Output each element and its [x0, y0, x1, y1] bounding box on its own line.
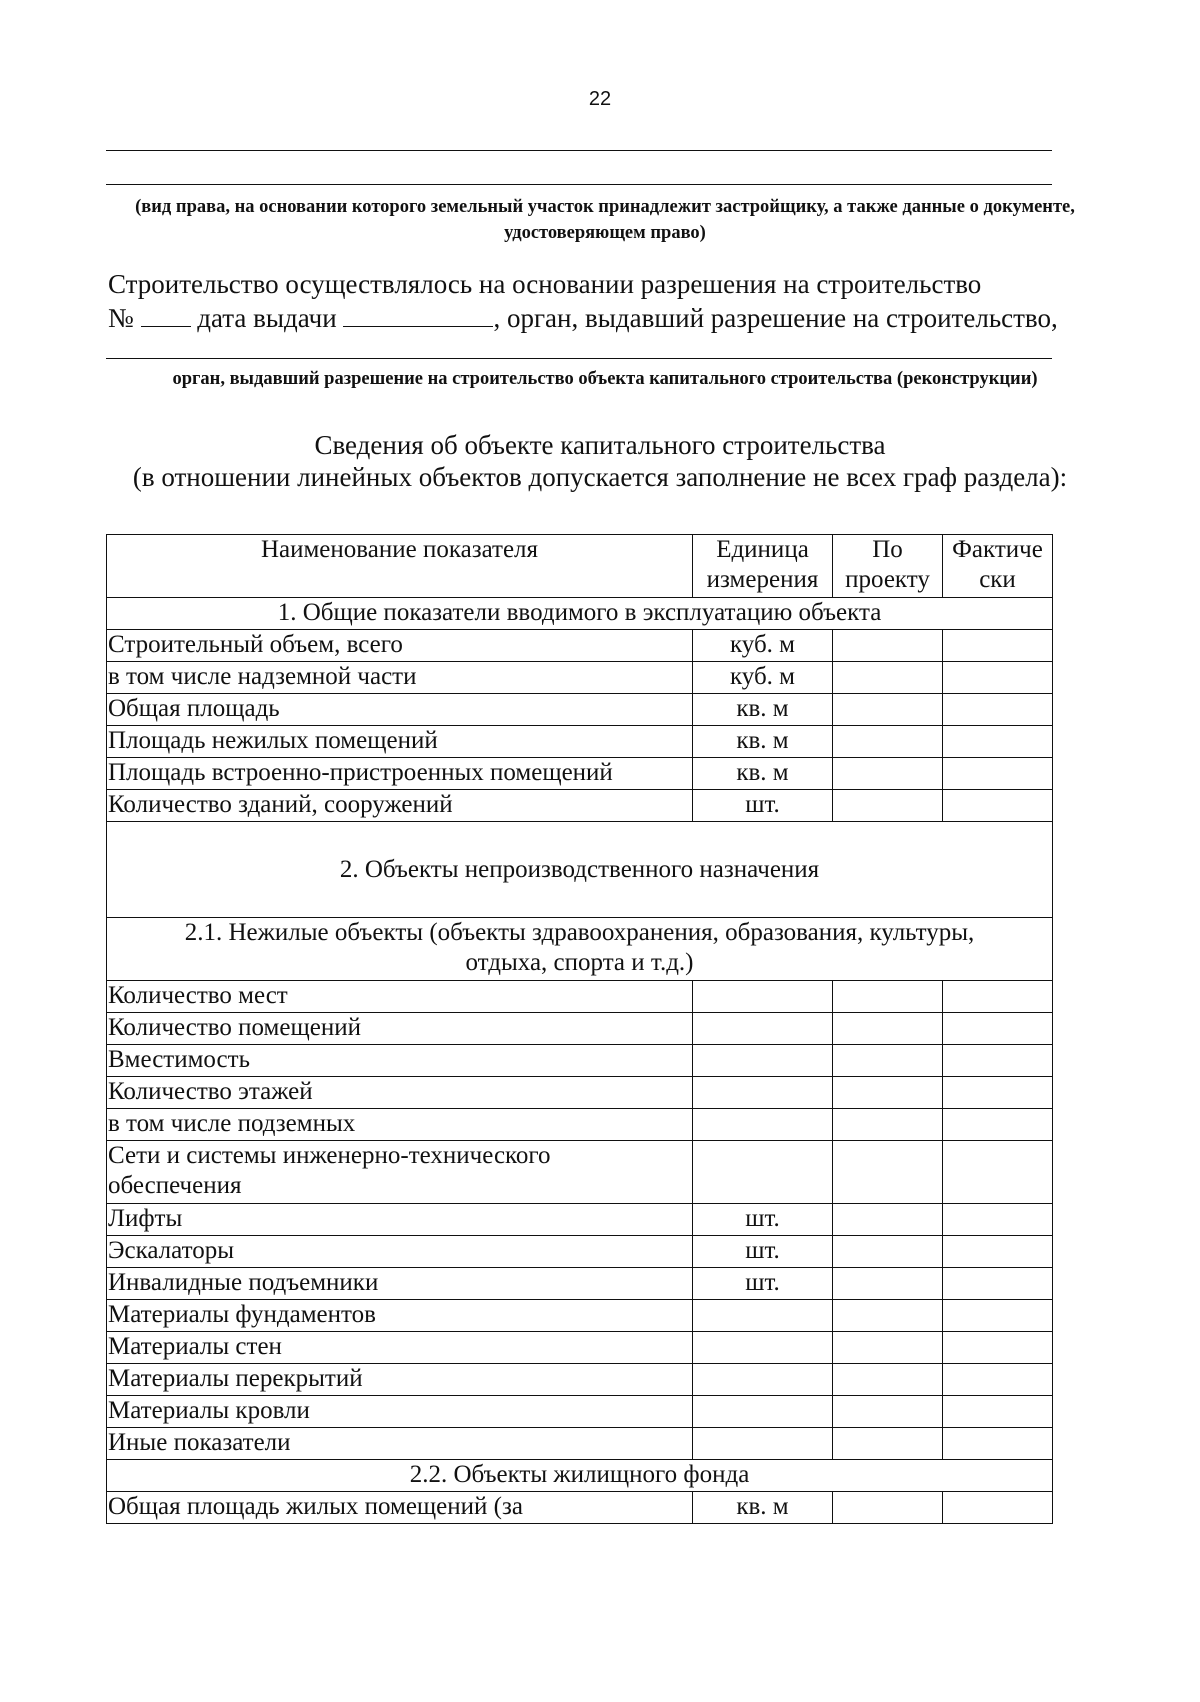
row-name: Площадь нежилых помещений	[107, 726, 693, 758]
project-value-cell[interactable]	[833, 1332, 943, 1364]
row-name: в том числе надземной части	[107, 662, 693, 694]
row-unit: шт.	[693, 1204, 833, 1236]
row-name: Количество зданий, сооружений	[107, 790, 693, 822]
header-name	[107, 535, 693, 598]
actual-value-cell[interactable]	[943, 662, 1053, 694]
project-value-cell[interactable]	[833, 1492, 943, 1524]
row-unit: кв. м	[693, 1492, 833, 1524]
section1-title-row	[107, 598, 1053, 630]
header-actual	[943, 535, 1053, 598]
row-name-line2: обеспечения	[108, 1172, 242, 1199]
actual-value-cell[interactable]	[943, 1109, 1053, 1141]
table-row	[107, 758, 1053, 790]
table-row	[107, 1109, 1053, 1141]
table-row	[107, 1077, 1053, 1109]
project-value-cell[interactable]	[833, 630, 943, 662]
row-unit: куб. м	[693, 630, 833, 662]
row-unit: шт.	[693, 1268, 833, 1300]
row-unit	[693, 1332, 833, 1364]
table-row	[107, 1428, 1053, 1460]
row-name: в том числе подземных	[107, 1109, 693, 1141]
row-unit	[693, 1141, 833, 1204]
project-value-cell[interactable]	[833, 1045, 943, 1077]
row-name: Инвалидные подъемники	[107, 1268, 693, 1300]
table-row	[107, 1492, 1053, 1524]
actual-value-cell[interactable]	[943, 630, 1053, 662]
project-value-cell[interactable]	[833, 758, 943, 790]
row-name: Вместимость	[107, 1045, 693, 1077]
row-unit: шт.	[693, 790, 833, 822]
row-unit	[693, 1364, 833, 1396]
row-unit	[693, 1109, 833, 1141]
actual-value-cell[interactable]	[943, 758, 1053, 790]
project-value-cell[interactable]	[833, 1109, 943, 1141]
row-unit: кв. м	[693, 694, 833, 726]
header-actual-line1: Фактиче	[952, 536, 1043, 563]
row-name: Лифты	[107, 1204, 693, 1236]
actual-value-cell[interactable]	[943, 790, 1053, 822]
page-number: 22	[588, 88, 612, 110]
row-name: Общая площадь	[107, 694, 693, 726]
row-unit: кв. м	[693, 758, 833, 790]
actual-value-cell[interactable]	[943, 1141, 1053, 1204]
table-row	[107, 726, 1053, 758]
table-header-row	[107, 535, 1053, 598]
actual-value-cell[interactable]	[943, 1045, 1053, 1077]
actual-value-cell[interactable]	[943, 726, 1053, 758]
row-unit	[693, 981, 833, 1013]
permit-number-blank[interactable]	[141, 300, 191, 327]
project-value-cell[interactable]	[833, 726, 943, 758]
project-value-cell[interactable]	[833, 1268, 943, 1300]
row-name: Иные показатели	[107, 1428, 693, 1460]
permit-text-line1: Строительство осуществлялось на основании разрешения на строительство	[108, 269, 982, 299]
row-unit	[693, 1300, 833, 1332]
table-row	[107, 662, 1053, 694]
row-unit: куб. м	[693, 662, 833, 694]
header-name-text: Наименование показателя	[260, 536, 539, 563]
table-row	[107, 981, 1053, 1013]
actual-value-cell[interactable]	[943, 694, 1053, 726]
authority-label: , орган, выдавший разрешение на строительство,	[493, 303, 1058, 333]
permit-line-1	[108, 268, 1108, 301]
actual-value-cell[interactable]	[943, 1332, 1053, 1364]
header-project-line1: По	[872, 536, 903, 563]
row-unit	[693, 1396, 833, 1428]
project-value-cell[interactable]	[833, 1141, 943, 1204]
right-type-fill-line-2	[106, 184, 1052, 185]
row-unit	[693, 1045, 833, 1077]
table-row	[107, 1268, 1053, 1300]
section2-1-title-line2: отдыха, спорта и т.д.)	[465, 949, 694, 976]
table-row	[107, 1396, 1053, 1428]
section2-2-title: 2.2. Объекты жилищного фонда	[107, 1460, 1053, 1492]
table-row	[107, 790, 1053, 822]
authority-caption: орган, выдавший разрешение на строительство объекта капитального строительства (реконструкции)	[172, 369, 1038, 389]
project-value-cell[interactable]	[833, 662, 943, 694]
project-value-cell[interactable]	[833, 790, 943, 822]
header-actual-line2: ски	[979, 566, 1016, 593]
row-unit: кв. м	[693, 726, 833, 758]
actual-value-cell[interactable]	[943, 1300, 1053, 1332]
row-name: Общая площадь жилых помещений (за	[107, 1492, 693, 1524]
row-name: Материалы стен	[107, 1332, 693, 1364]
section2-1-title-row	[107, 918, 1053, 981]
row-name: Количество помещений	[107, 1013, 693, 1045]
row-name: Строительный объем, всего	[107, 630, 693, 662]
actual-value-cell[interactable]	[943, 1204, 1053, 1236]
row-name: Материалы кровли	[107, 1396, 693, 1428]
header-unit-line2: измерения	[706, 566, 819, 593]
permit-line-2	[108, 300, 1108, 335]
table-row	[107, 1364, 1053, 1396]
actual-value-cell[interactable]	[943, 1013, 1053, 1045]
row-name: Количество мест	[107, 981, 693, 1013]
header-project-line2: проекту	[845, 566, 930, 593]
table-row	[107, 1300, 1053, 1332]
row-unit	[693, 1077, 833, 1109]
project-value-cell[interactable]	[833, 1428, 943, 1460]
actual-value-cell[interactable]	[943, 1077, 1053, 1109]
project-value-cell[interactable]	[833, 694, 943, 726]
section2-title: 2. Объекты непроизводственного назначения	[107, 822, 1053, 918]
table-row	[107, 630, 1053, 662]
header-unit-line1: Единица	[716, 536, 809, 563]
header-unit	[693, 535, 833, 598]
row-name: Количество этажей	[107, 1077, 693, 1109]
project-value-cell[interactable]	[833, 981, 943, 1013]
row-name	[107, 1141, 693, 1204]
section-heading-line1: Сведения об объекте капитального строительства	[314, 430, 886, 460]
authority-fill-line	[106, 358, 1052, 359]
project-value-cell[interactable]	[833, 1013, 943, 1045]
building-info-table	[106, 534, 1053, 1524]
actual-value-cell[interactable]	[943, 1492, 1053, 1524]
date-label: дата выдачи	[197, 303, 337, 333]
section2-1-title-line1: 2.1. Нежилые объекты (объекты здравоохранения, образования, культуры,	[184, 919, 975, 946]
section2-title-row	[107, 822, 1053, 918]
header-project	[833, 535, 943, 598]
table-row	[107, 1236, 1053, 1268]
section2-1-title	[107, 918, 1053, 981]
actual-value-cell[interactable]	[943, 1396, 1053, 1428]
row-name: Материалы фундаментов	[107, 1300, 693, 1332]
row-unit: шт.	[693, 1236, 833, 1268]
project-value-cell[interactable]	[833, 1396, 943, 1428]
project-value-cell[interactable]	[833, 1236, 943, 1268]
table-row	[107, 1013, 1053, 1045]
row-unit	[693, 1428, 833, 1460]
actual-value-cell[interactable]	[943, 981, 1053, 1013]
table-row	[107, 1141, 1053, 1204]
row-name: Площадь встроенно-пристроенных помещений	[107, 758, 693, 790]
number-sign: №	[108, 303, 134, 333]
actual-value-cell[interactable]	[943, 1236, 1053, 1268]
right-type-caption: (вид права, на основании которого земельный участок принадлежит застройщику, а также данные о документе, удостоверяющем право)	[135, 197, 1075, 243]
actual-value-cell[interactable]	[943, 1428, 1053, 1460]
table-row	[107, 694, 1053, 726]
row-name-line1: Сети и системы инженерно-технического	[108, 1142, 551, 1169]
row-name: Материалы перекрытий	[107, 1364, 693, 1396]
table-row	[107, 1332, 1053, 1364]
row-name: Эскалаторы	[107, 1236, 693, 1268]
table-row	[107, 1045, 1053, 1077]
project-value-cell[interactable]	[833, 1077, 943, 1109]
table-row	[107, 1204, 1053, 1236]
section-heading-line2: (в отношении линейных объектов допускается заполнение не всех граф раздела):	[132, 462, 1068, 492]
actual-value-cell[interactable]	[943, 1268, 1053, 1300]
issue-date-blank[interactable]	[343, 300, 493, 327]
right-type-fill-line-1	[106, 150, 1052, 151]
row-unit	[693, 1013, 833, 1045]
actual-value-cell[interactable]	[943, 1364, 1053, 1396]
project-value-cell[interactable]	[833, 1204, 943, 1236]
section1-title: 1. Общие показатели вводимого в эксплуатацию объекта	[107, 598, 1053, 630]
section2-2-title-row	[107, 1460, 1053, 1492]
project-value-cell[interactable]	[833, 1300, 943, 1332]
project-value-cell[interactable]	[833, 1364, 943, 1396]
